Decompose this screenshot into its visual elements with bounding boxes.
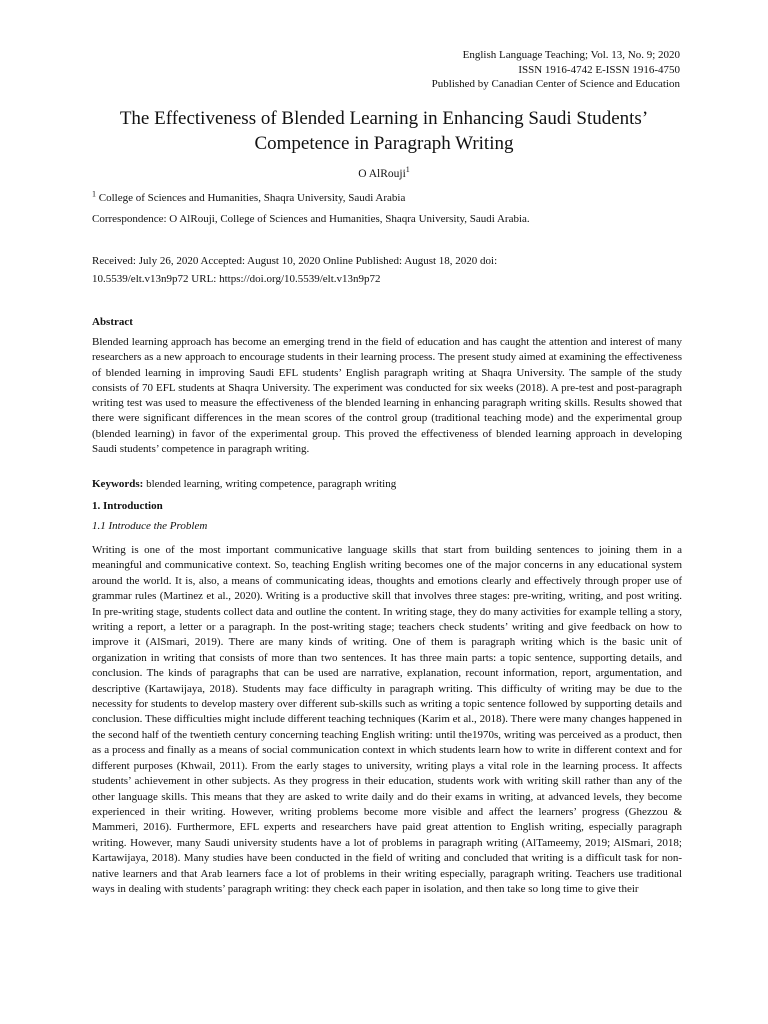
author-affiliation-marker: 1 xyxy=(405,165,410,175)
author-name: O AlRouji xyxy=(358,168,406,180)
subsection-heading: 1.1 Introduce the Problem xyxy=(92,520,208,532)
title-line-2: Competence in Paragraph Writing xyxy=(254,133,514,154)
received-line-2: 10.5539/elt.v13n9p72 URL: https://doi.org/10.5539/elt.v13n9p72 xyxy=(92,273,381,285)
publisher-info: Published by Canadian Center of Science and Education xyxy=(431,78,680,90)
affiliation-marker: 1 xyxy=(92,189,96,199)
paper-title xyxy=(60,106,708,156)
keywords-text: blended learning, writing competence, paragraph writing xyxy=(146,478,397,490)
affiliation xyxy=(92,189,406,204)
abstract-text: Blended learning approach has become an emerging trend in the field of education and has caught the attention and interest of many researchers as a new approach to encourage students in their learning process. The present study aimed at examining the effectiveness of blended learning in improving Saudi EFL students’ English paragraph writing at Shaqra University. The sample of the study consists of 70 EFL students at Shaqra University. The experiment was conducted for six weeks (2018). A pre-test and post-paragraph writing test was used to measure the effectiveness of the blended learning in enhancing paragraph writing skills. Results showed that there were significant differences in the mean scores of the control group (traditional teaching mode) and the experimental group (blended learning) in favor of the experimental group. This proved the effectiveness of blended learning approach in developing Saudi students’ competence in paragraph writing. xyxy=(92,336,682,456)
affiliation-text: College of Sciences and Humanities, Shaqra University, Saudi Arabia xyxy=(98,192,406,204)
keywords xyxy=(92,478,396,490)
issn-info: ISSN 1916-4742 E-ISSN 1916-4750 xyxy=(518,63,680,76)
publication-dates xyxy=(92,252,682,288)
author-line xyxy=(0,165,768,180)
journal-header xyxy=(432,48,680,92)
keywords-label: Keywords: xyxy=(92,478,144,490)
section-heading-introduction: 1. Introduction xyxy=(92,500,163,512)
abstract-heading: Abstract xyxy=(92,316,133,328)
journal-info: English Language Teaching; Vol. 13, No. 9; 2020 xyxy=(462,49,680,61)
correspondence: Correspondence: O AlRouji, College of Sciences and Humanities, Shaqra University, Saudi Arabia. xyxy=(92,213,530,225)
title-line-1: The Effectiveness of Blended Learning in Enhancing Saudi Students’ xyxy=(119,108,649,129)
received-line-1: Received: July 26, 2020 Accepted: August 10, 2020 Online Published: August 18, 2020 doi: xyxy=(92,255,498,267)
introduction-paragraph: Writing is one of the most important communicative language skills that start from building sentences to joining them in a meaningful and communicative context. So, teaching English writing becomes one of the major concerns in any educational system around the world. It is, also, a means of communicating ideas, thoughts and emotions clearly and effectively through proper use of grammar rules (Martinez et al., 2020). Writing is a productive skill that involves three stages: pre-writing, writing, and post writing. In pre-writing stage, students collect data and outline the content. In writing stage, they do many activities for example telling a story, writing a report, a letter or a paragraph. In the post-writing stage; teachers check students’ writing and give feedback on how to improve it (AlSmari, 2019). There are many kinds of writing. One of them is paragraph writing which is the basic unit of organization in writing that consists of more than two sentences. It has three main parts: a topic sentence, supporting details, and conclusion. The kinds of paragraphs that can be used are narrative, explanation, recount information, report, argumentation, and descriptive (Kartawijaya, 2018). Students may face difficulty in paragraph writing. This difficulty of writing may be due to the necessity for students to develop mastery over different sub-skills such as writing a topic sentence followed by supporting details and conclusion. These difficulties might include different teaching techniques (Karim et al., 2018). There were many changes happened in the second half of the twentieth century concerning teaching English writing: until the1970s, writing was perceived as a product, then as a process and finally as a means of social communication context in which students learn how to write in different context and for different purposes (Khwail, 2011). From the early stages to university, writing plays a vital role in the learning process. It affects students’ achievement in other subjects. As they progress in their education, students work with writing skill rather than any of the other language skills. This means that they are asked to write daily and do their exams in writing, at advanced levels, they become experienced in their writing. However, writing problems become more visible and affect the learners’ progress (Ghezzou & Mammeri, 2016). Furthermore, EFL experts and researchers have paid great attention to English writing, especially paragraph writing. However, many Saudi university students have a lot of problems in paragraph writing (AlTameemy, 2019; AlSmari, 2018; Kartawijaya, 2018). Many studies have been conducted in the field of writing and concluded that writing is a difficult task for non-native learners and that Arab learners face a lot of problems in their writing especially, paragraph writing. Teachers use traditional ways in dealing with students’ paragraph writing: they check each paper in isolation, and then take so long time to give their xyxy=(92,544,682,895)
